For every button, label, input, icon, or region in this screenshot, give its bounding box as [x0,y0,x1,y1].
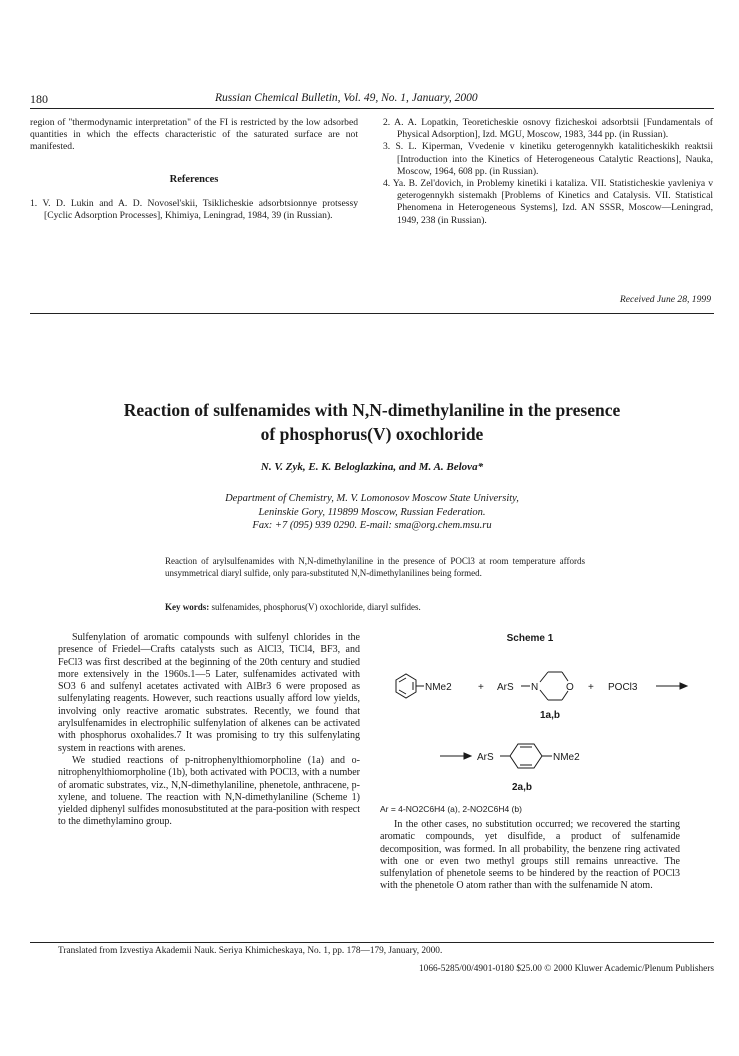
body-paragraph: We studied reactions of p-nitrophenylthiomorpholine (1a) and o-nitrophenylthiomorpholine (1b), both activated with POCl3, with a number of aromatic substrates, viz., N,N-dimethylaniline, phenetole, anthracene, p-xylene, and toluene. The reaction with N,N-dimethylaniline (Scheme 1) yielded diphenyl sulfides monosubstituted at the para-position with respect to the dimethylamino group. [58,754,360,828]
o-atom: O [566,682,574,693]
pocl3-label: POCl3 [608,682,638,693]
copyright-line: 1066-5285/00/4901-0180 $25.00 © 2000 Kluwer Academic/Plenum Publishers [419,964,714,974]
plus-sign: + [588,682,594,693]
keywords-label: Key words: [165,602,210,612]
running-header: Russian Chemical Bulletin, Vol. 49, No. 1, January, 2000 [215,92,478,104]
article-title [30,398,714,446]
affiliation-line: Department of Chemistry, M. V. Lomonosov Moscow State University, [225,493,519,504]
received-date: Received June 28, 1999 [619,294,711,305]
body-paragraph: In the other cases, no substitution occurred; we recovered the starting aromatic compounds, yet disulfide, a product of sulfenamide decomposition, was formed. In all probability, the benzene ring activated with one or even two methyl groups still remains unreactive. The sulfenylation of phenetole seems to be hindered by the reaction of POCl3 with the phenetole O atom rather than with the sulfenamide N atom. [380,819,680,892]
affiliation [30,492,714,533]
benzene-ring [396,674,424,698]
scheme-1-diagram [380,648,715,818]
nme2-label: NMe2 [553,752,580,763]
abstract: Reaction of arylsulfenamides with N,N-dimethylaniline in the presence of POCl3 at room temperature affords unsymmetrical diaryl sulfide, only para-substituted N,N-dimethylanilines being formed. [165,556,585,578]
article-title-line: Reaction of sulfenamides with N,N-dimethylaniline in the presence [123,400,621,420]
prev-article-right-column [383,117,713,227]
affiliation-line: Fax: +7 (095) 939 0290. E-mail: sma@org.chem.msu.ru [252,520,492,531]
body-paragraph: Sulfenylation of aromatic compounds with sulfenyl chlorides in the presence of Friedel—Crafts catalysts such as AlCl3, TiCl4, BF3, and FeCl3 was first described at the beginning of the 20th century and studied more extensively in the 1960s.1—5 Later, sulfenamides activated with SO3 6 and sulfenyl acetates activated with AlBr3 6 were proposed as sulfenylating reagents. However, such reactions usually afford low yields, involving only reactive aromatic substrates. Recently, we found that arylsulfenamides in electrophilic sulfenylation of alkenes can be activated with phosphorus oxohalides.7 It was promising to try this sulfenylating system in reactions with arenes. [58,632,360,754]
reaction-arrow [656,683,687,689]
references-heading: References [169,173,219,185]
scheme-heading: Scheme 1 [506,633,554,644]
plus-sign: + [478,682,484,693]
nme2-label: NMe2 [425,682,452,693]
benzene-ring [500,744,552,768]
reference-item: 3. S. L. Kiperman, Vvedenie v kinetiku geterogennykh kataliticheskikh reaktsii [Introduction into the Kinetics of Heterogeneous Catalytic Reactions], Nauka, Moscow, 1964, 608 pp. (in Russian). [383,141,713,177]
reference-item: 1. V. D. Lukin and A. D. Novosel'skii, Tsiklicheskie adsorbtsionnye protsessy [Cyclic Adsorption Processes], Khimiya, Leningrad, 1984, 39 (in Russian). [30,197,358,222]
keywords [165,602,585,612]
ar-definition: Ar = 4-NO2C6H4 (a), 2-NO2C6H4 (b) [380,804,522,814]
prev-article-tail-text: region of "thermodynamic interpretation" of the FI is restricted by the low adsorbed quantities in which the effects characteristic of the saturated surface are not manifested. [30,117,358,153]
article-title-line: of phosphorus(V) oxochloride [260,424,484,444]
article-separator-rule [30,313,714,314]
n-atom: N [531,682,539,693]
authors: N. V. Zyk, E. K. Beloglazkina, and M. A. Belova* [260,461,484,473]
affiliation-line: Leninskie Gory, 119899 Moscow, Russian Federation. [258,506,486,518]
ars-label: ArS [497,682,514,693]
morpholine-ring [540,672,568,700]
ars-label: ArS [477,752,494,763]
prev-article-left-column [30,117,358,222]
translation-note: Translated from Izvestiya Akademii Nauk. Seriya Khimicheskaya, No. 1, pp. 178—179, January, 2000. [58,946,443,956]
body-right-column [380,819,680,893]
keywords-text: sulfenamides, phosphorus(V) oxochloride, diaryl sulfides. [211,602,421,612]
reference-item: 2. A. A. Lopatkin, Teoreticheskie osnovy fizicheskoi adsorbtsii [Fundamentals of Physical Adsorption], Izd. MGU, Moscow, 1983, 344 pp. (in Russian). [383,117,713,141]
reaction-arrow [440,753,471,759]
body-left-column [58,632,360,829]
compound-label-2: 2a,b [512,782,533,793]
footer-rule [30,942,714,943]
page-number: 180 [30,92,48,106]
compound-label-1: 1a,b [540,710,561,721]
header-rule [30,108,714,109]
reference-item: 4. Ya. B. Zel'dovich, in Problemy kinetiki i kataliza. VII. Statisticheskie yavleniya v geterogennykh sistemakh [Problems of Kinetics and Catalysis. VII. Statistical Phenomena in Heterogeneous Systems], Izd. AN SSSR, Moscow—Leningrad, 1949, 238 (in Russian). [383,178,713,226]
